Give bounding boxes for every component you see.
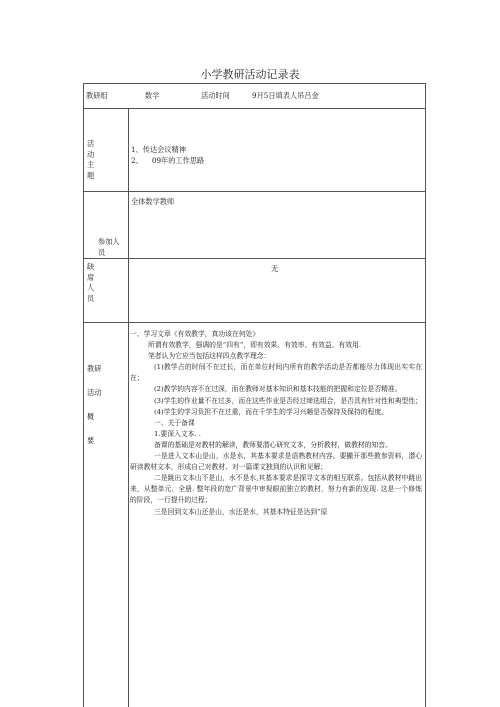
summary-paragraph: 一、关于备课 — [154, 418, 195, 427]
page-title: 小学教研活动记录表 — [200, 68, 300, 81]
absent-value: 无 — [271, 264, 279, 273]
activity-record-table — [83, 83, 426, 707]
topic-item: 2、 09年的工作思路 — [131, 156, 205, 165]
summary-paragraph: 备课的基础是对教材的解读，教师要潜心研究文本，分析教材，做教材的知音。 — [154, 440, 392, 449]
participants-label: 参加人 — [98, 237, 120, 246]
row-divider — [84, 322, 425, 323]
activity-time-label: 活动时间 — [201, 91, 230, 100]
absent-label: 缺 席 人 员 — [87, 262, 95, 303]
summary-paragraph: 一是进入文本山是山，水是水，其基本要求是语熟教材内容。要撇开那些教参资料，潜心研读教材文本，形成自己对教材、对一篇课文独到的认识和见解； — [130, 452, 422, 472]
summary-paragraph: 笔者认为它应当包括这样四点教学理念： — [148, 352, 271, 361]
date-and-filler: 9月5日填表人吊吕金 — [252, 91, 319, 100]
summary-paragraph: 三是回到文本山还是山，水还是水，其基本特征是达到“原 — [154, 507, 328, 516]
summary-paragraph: 所谓有效教学，强调的是“四有”，即有效果、有效率、有效益、有效用. — [148, 341, 362, 350]
summary-paragraph: (3)学生的作业量不在过多，而在这些作业是否经过缔选组合，是否具有针对性和典型性； — [154, 396, 422, 405]
group-label: 教研组 — [86, 91, 108, 100]
participants-label-cont: 员 — [98, 248, 106, 257]
summary-label: 教研 活动 概 要 — [87, 364, 102, 445]
summary-paragraph: (1)教学占的时间不在过长，而在单位时间内所有的教学活动是否都能尽力体现出实实在在； — [130, 363, 422, 383]
summary-paragraph: 二是跳出文本山不是山，水不是水,其基本要求是探寻文本的相互联系。包括从教材中跳出来，从整单元、全册. 整年段的宽广背景中审视眼前独立的教材，努力有新的发现. 这是一个修炼的阶段，一行提升的过程； — [130, 474, 422, 505]
summary-paragraph: 1.要深入文本. . — [154, 429, 201, 438]
summary-paragraph: 一、学习文章《有效教学，真功该在何处》 — [130, 330, 260, 338]
subject-value: 数学 — [145, 91, 160, 100]
topic-label: 活 动 主 题 — [87, 139, 95, 180]
column-divider — [128, 108, 129, 707]
row-divider — [84, 191, 425, 192]
row-divider — [84, 108, 425, 109]
summary-content — [130, 329, 422, 518]
participants-value: 全体数学教师 — [131, 197, 175, 206]
summary-paragraph: (2)教学的内容不在过深，而在教师对基本知识和基本技能的把握和定位是否精准。 — [154, 385, 402, 394]
row-divider — [84, 258, 425, 259]
topic-item: 1、传达会议精神 — [131, 145, 186, 154]
summary-paragraph: (4)学生的学习负担不在过重，而在千学生的学习兴趟是否保持及保持的程度。 — [154, 407, 388, 416]
